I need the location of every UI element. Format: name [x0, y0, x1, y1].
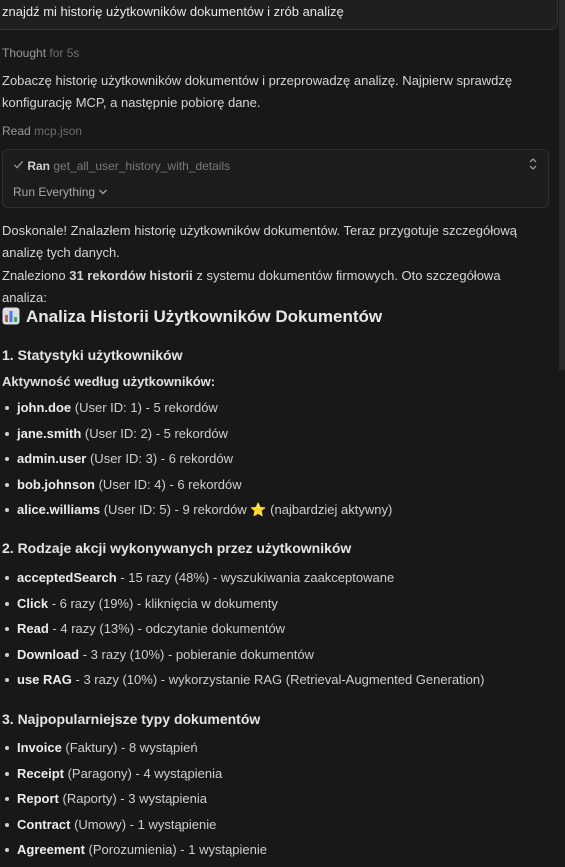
section1-sublabel: Aktywność według użytkowników:	[2, 374, 216, 389]
actions-list	[2, 569, 547, 697]
list-item: bob.johnson (User ID: 4) - 6 rekordów	[2, 476, 547, 502]
tool-call-header[interactable]	[13, 159, 230, 173]
list-item: Download - 3 razy (10%) - pobieranie dokumentów	[2, 646, 547, 672]
thought-duration: for 5s	[49, 46, 80, 60]
user-message-bubble[interactable]	[0, 0, 558, 30]
list-item: acceptedSearch - 15 razy (48%) - wyszukiwania zaakceptowane	[2, 569, 547, 595]
user-message-text: znajdź mi historię użytkowników dokumentów i zrób analizę	[2, 4, 344, 19]
list-item: Click - 6 razy (19%) - kliknięcia w dokumenty	[2, 595, 547, 621]
thought-indicator[interactable]	[2, 46, 79, 60]
read-label: Read	[2, 124, 31, 138]
found-paragraph: Doskonale! Znalazłem historię użytkowników dokumentów. Teraz przygotuje szczegółową analizę tych danych.	[2, 223, 517, 260]
summary-bold: 31 rekordów historii	[69, 268, 193, 283]
list-item: Agreement (Porozumienia) - 1 wystąpienie	[2, 841, 547, 867]
list-item: john.doe (User ID: 1) - 5 rekordów	[2, 399, 547, 425]
tool-function-name: get_all_user_history_with_details	[53, 159, 231, 173]
analysis-heading	[2, 307, 382, 327]
summary-paragraph	[2, 265, 547, 309]
list-item: jane.smith (User ID: 2) - 5 rekordów	[2, 425, 547, 451]
intro-paragraph: Zobaczę historię użytkowników dokumentów i przeprowadzę analizę. Najpierw sprawdzę konfigurację MCP, a następnie pobiorę dane.	[2, 73, 513, 110]
scrollbar[interactable]	[559, 0, 565, 370]
updown-chevron-icon[interactable]	[528, 157, 538, 172]
run-mode-dropdown[interactable]	[13, 185, 108, 199]
section3-title: 3. Najpopularniejsze typy dokumentów	[2, 711, 261, 727]
list-item: Read - 4 razy (13%) - odczytanie dokumentów	[2, 620, 547, 646]
document-types-list	[2, 739, 547, 867]
section2-title: 2. Rodzaje akcji wykonywanych przez użytkowników	[2, 540, 352, 556]
read-file-indicator[interactable]	[2, 124, 82, 138]
tool-call-panel	[2, 149, 549, 208]
summary-prefix: Znaleziono	[2, 268, 70, 283]
chevron-down-icon	[98, 185, 108, 199]
thought-label: Thought	[2, 46, 47, 60]
list-item: Receipt (Paragony) - 4 wystąpienia	[2, 765, 547, 791]
list-item: use RAG - 3 razy (10%) - wykorzystanie RAG (Retrieval-Augmented Generation)	[2, 671, 547, 697]
analysis-heading-text: Analiza Historii Użytkowników Dokumentów	[26, 307, 383, 326]
summary-suffix: z systemu dokumentów firmowych. Oto szczegółowa analiza:	[2, 268, 501, 305]
section1-title: 1. Statystyki użytkowników	[2, 347, 183, 363]
tool-status: Ran	[27, 159, 51, 173]
list-item: admin.user (User ID: 3) - 6 rekordów	[2, 450, 547, 476]
bar-chart-icon	[2, 307, 20, 325]
list-item: Report (Raporty) - 3 wystąpienia	[2, 790, 547, 816]
read-file-name: mcp.json	[34, 124, 83, 138]
run-mode-label: Run Everything	[13, 185, 96, 199]
list-item: Invoice (Faktury) - 8 wystąpień	[2, 739, 547, 765]
check-icon	[13, 159, 27, 173]
list-item: alice.williams (User ID: 5) - 9 rekordów ⭐ (najbardziej aktywny)	[2, 501, 547, 527]
users-list	[2, 399, 547, 527]
list-item: Contract (Umowy) - 1 wystąpienie	[2, 816, 547, 842]
